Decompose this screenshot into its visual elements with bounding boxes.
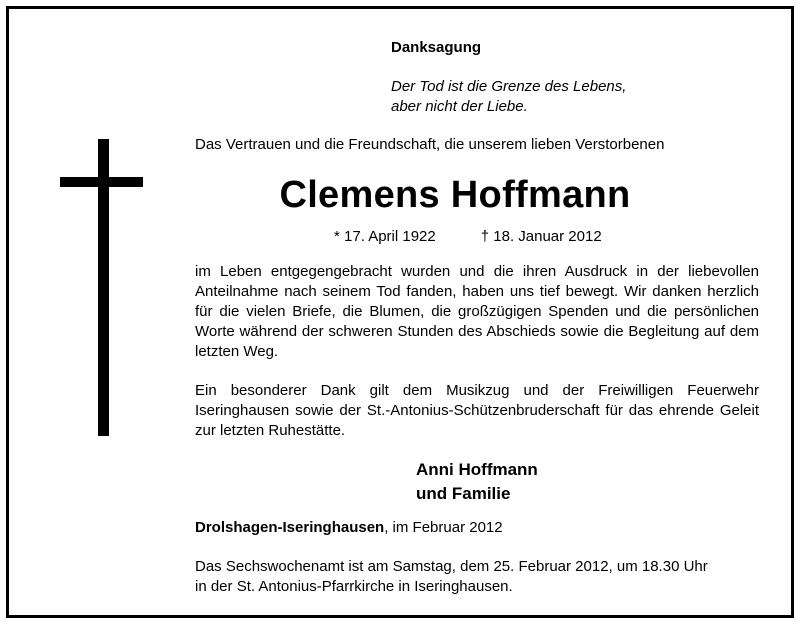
notice-heading: Danksagung bbox=[391, 39, 482, 56]
intro-text: Das Vertrauen und die Freundschaft, die unserem lieben Verstorbenen bbox=[195, 136, 665, 153]
signature bbox=[416, 458, 538, 506]
deceased-name: Clemens Hoffmann bbox=[279, 174, 631, 216]
note-line-1: Das Sechswochenamt ist am Samstag, dem 25. Februar 2012, um 18.30 Uhr bbox=[195, 558, 708, 575]
memorial-mass-note bbox=[195, 557, 775, 597]
obituary-notice bbox=[6, 6, 794, 618]
quote-line-1: Der Tod ist die Grenze des Lebens, bbox=[391, 78, 627, 95]
place-and-date bbox=[195, 519, 503, 536]
special-thanks-paragraph: Ein besonderer Dank gilt dem Musikzug und der Freiwilligen Feuerwehr Iseringhausen sowie der St.-Antonius-Schützenbruderschaft für das ehrende Geleit zur letzten Ruhestätte. bbox=[195, 382, 759, 439]
memorial-quote bbox=[391, 77, 626, 117]
quote-line-2: aber nicht der Liebe. bbox=[391, 98, 528, 115]
place-date: , im Februar 2012 bbox=[384, 519, 503, 536]
thanks-paragraph: im Leben entgegengebracht wurden und die ihren Ausdruck in der liebevollen Anteilnahme nach seinem Tod fanden, haben uns tief bewegt. Wir danken herzlich für die vielen Briefe, die Blumen, die großzügigen Spenden und die persönlichen Worte während der schweren Stunden des Abschieds sowie die Begleitung auf dem letzten Weg. bbox=[195, 263, 759, 360]
signature-name: Anni Hoffmann bbox=[416, 460, 538, 479]
birth-date: * 17. April 1922 bbox=[334, 228, 436, 245]
death-date: † 18. Januar 2012 bbox=[480, 228, 602, 245]
note-line-2: in der St. Antonius-Pfarrkirche in Iseringhausen. bbox=[195, 578, 513, 595]
life-dates bbox=[334, 228, 602, 245]
place-town: Drolshagen-Iseringhausen bbox=[195, 519, 385, 536]
signature-family: und Familie bbox=[416, 484, 511, 503]
cross-icon-horizontal-bar bbox=[60, 177, 143, 187]
